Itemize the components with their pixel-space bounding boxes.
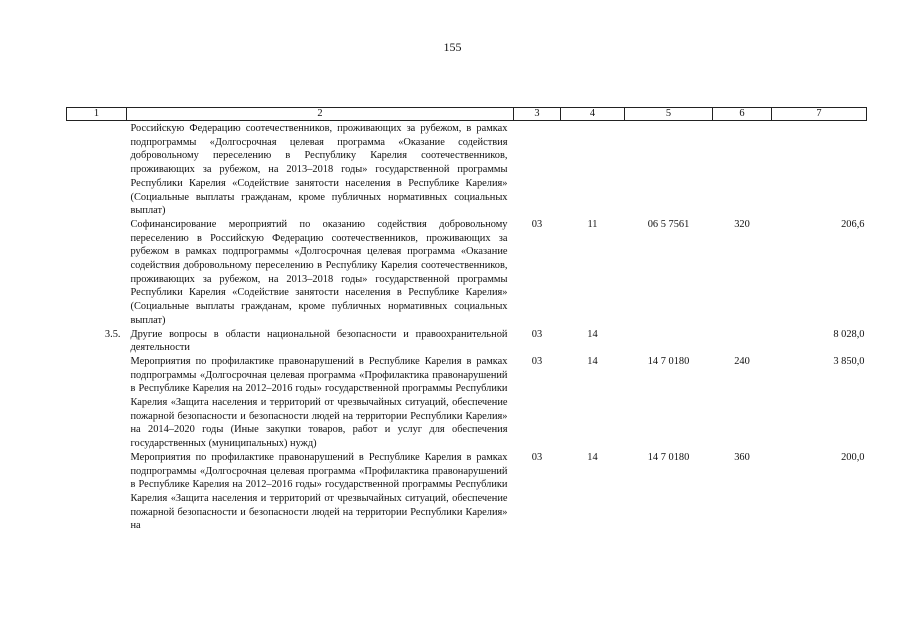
table-row: [67, 328, 867, 355]
section-code: 03: [531, 355, 543, 367]
expense-type-code: [713, 121, 772, 218]
row-description: Мероприятия по профилактике правонарушений в Республике Карелия в рамках подпрограммы «Долгосрочная целевая программа «Профилактика правонарушений в Республике Карелия на 2012–2016 годы» государственной программы Республики Карелия «Защита населения и территорий от чрезвычайных ситуаций, обеспечение пожарной безопасности и безопасности людей на территории Республики Карелия» на 2014–2020 годы (Иные закупки товаров, работ и услуг для обеспечения государственных (муниципальных) нужд): [130, 355, 508, 450]
subsection-code: 14: [587, 328, 598, 340]
table-body: [67, 121, 867, 534]
expense-type-code: [713, 328, 772, 355]
target-article-code: 14 7 0180: [647, 355, 690, 367]
column-header: 5: [625, 108, 713, 121]
subsection-code: 14: [587, 451, 598, 463]
row-number: [67, 451, 127, 533]
expense-type-code: 320: [734, 218, 750, 230]
column-header: 3: [514, 108, 561, 121]
table-row: [67, 355, 867, 451]
section-code: 03: [531, 328, 543, 340]
target-article-code: 14 7 0180: [647, 451, 690, 463]
row-number: [67, 355, 127, 451]
table-row: [67, 218, 867, 328]
page-number: 155: [443, 40, 462, 54]
row-description: Другие вопросы в области национальной безопасности и правоохранительной деятельности: [130, 328, 508, 354]
subsection-code: 11: [587, 218, 598, 230]
column-header: 6: [713, 108, 772, 121]
target-article-code: [625, 121, 713, 218]
amount: [772, 121, 867, 218]
target-article-code: 06 5 7561: [647, 218, 690, 230]
column-header: 4: [561, 108, 625, 121]
amount: 206,6: [841, 218, 865, 230]
row-description: Российскую Федерацию соотечественников, проживающих за рубежом, в рамках подпрограммы «Долгосрочная целевая программа «Оказание содействия добровольному переселению в Республику Карелия соотечественников, проживающих за рубежом, на 2013–2018 годы» государственной программы Республики Карелия «Содействие занятости населения в Республике Карелия» (Социальные выплаты гражданам, кроме публичных нормативных социальных выплат): [130, 123, 508, 217]
column-header: 1: [67, 108, 127, 121]
column-header: 2: [127, 108, 514, 121]
subsection-code: [561, 121, 625, 218]
row-number: [67, 218, 127, 328]
row-number: 3.5.: [104, 328, 121, 340]
expense-type-code: 240: [734, 355, 750, 367]
section-code: 03: [531, 451, 543, 463]
section-code: 03: [531, 218, 543, 230]
header-row: [67, 108, 867, 121]
target-article-code: [625, 328, 713, 355]
table-row: [67, 121, 867, 218]
amount: 200,0: [841, 451, 865, 463]
amount: 3 850,0: [833, 355, 865, 367]
table-row: [67, 451, 867, 533]
row-number: [67, 121, 127, 218]
row-description: Софинансирование мероприятий по оказанию содействия добровольному переселению в Российскую Федерацию соотечественников, проживающих за рубежом в рамках подпрограммы «Долгосрочная целевая программа «Оказание содействия добровольному переселению в Республику Карелия соотечественников, проживающих за рубежом, на 2013–2018 годы» государственной программы Республики Карелия «Содействие занятости населения в Республике Карелия» (Социальные выплаты гражданам, кроме публичных нормативных социальных выплат): [130, 218, 508, 326]
column-header: 7: [772, 108, 867, 121]
expense-type-code: 360: [734, 451, 750, 463]
amount: 8 028,0: [833, 328, 865, 340]
row-description: Мероприятия по профилактике правонарушений в Республике Карелия в рамках подпрограммы «Долгосрочная целевая программа «Профилактика правонарушений в Республике Карелия на 2012–2016 годы» государственной программы Республики Карелия «Защита населения и территорий от чрезвычайных ситуаций, обеспечение пожарной безопасности и безопасности людей на территории Республики Карелия» на: [130, 451, 508, 532]
subsection-code: 14: [587, 355, 598, 367]
table-header: [67, 108, 867, 121]
budget-table: [66, 107, 867, 533]
section-code: [514, 121, 561, 218]
